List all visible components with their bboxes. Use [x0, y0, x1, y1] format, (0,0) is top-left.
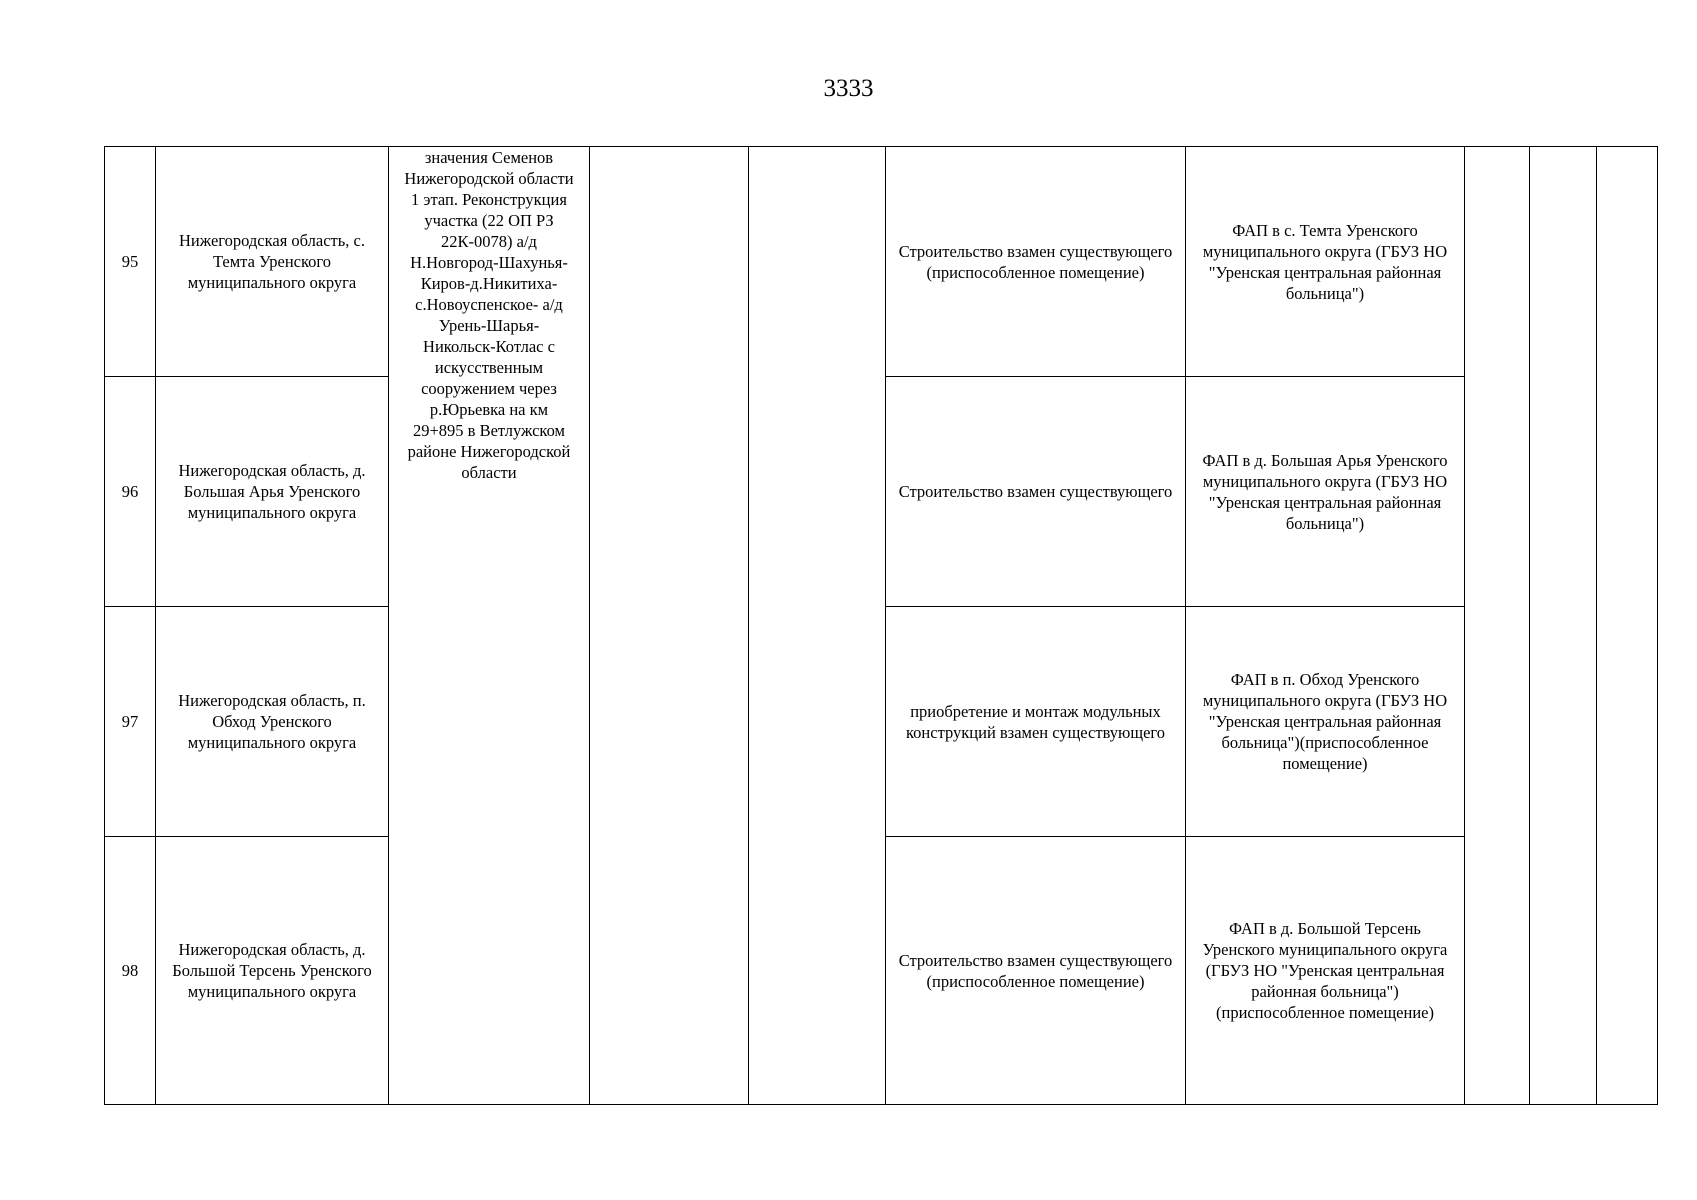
facility-cell: ФАП в д. Большой Терсень Уренского муниципального округа (ГБУЗ НО "Уренская центральная районная больница") (приспособленное помещение) — [1186, 837, 1465, 1105]
work-type-cell: Строительство взамен существующего — [886, 377, 1186, 607]
data-table — [104, 146, 1658, 1105]
empty-cell — [1530, 147, 1597, 1105]
row-number: 97 — [105, 607, 156, 837]
row-number: 95 — [105, 147, 156, 377]
location-cell: Нижегородская область, п. Обход Уренского муниципального округа — [156, 607, 389, 837]
empty-cell — [1597, 147, 1658, 1105]
road-description-cell: значения Семенов Нижегородской области 1 этап. Реконструкция участка (22 ОП РЗ 22К-0078) а/д Н.Новгород-Шахунья-Киров-д.Никитиха-с.Новоуспенское- а/д Урень-Шарья-Никольск-Котлас с искусственным сооружением через р.Юрьевка на км 29+895 в Ветлужском районе Нижегородской области — [389, 147, 590, 1105]
facility-cell: ФАП в д. Большая Арья Уренского муниципального округа (ГБУЗ НО "Уренская центральная районная больница") — [1186, 377, 1465, 607]
row-number: 96 — [105, 377, 156, 607]
location-cell: Нижегородская область, д. Большая Арья Уренского муниципального округа — [156, 377, 389, 607]
row-number: 98 — [105, 837, 156, 1105]
location-cell: Нижегородская область, с. Темта Уренского муниципального округа — [156, 147, 389, 377]
work-type-cell: Строительство взамен существующего (приспособленное помещение) — [886, 837, 1186, 1105]
empty-cell — [749, 147, 886, 1105]
empty-cell — [590, 147, 749, 1105]
page-number: 3333 — [823, 75, 874, 102]
work-type-cell: Строительство взамен существующего (приспособленное помещение) — [886, 147, 1186, 377]
facility-cell: ФАП в п. Обход Уренского муниципального округа (ГБУЗ НО "Уренская центральная районная больница")(приспособленное помещение) — [1186, 607, 1465, 837]
facility-cell: ФАП в с. Темта Уренского муниципального округа (ГБУЗ НО "Уренская центральная районная больница") — [1186, 147, 1465, 377]
location-cell: Нижегородская область, д. Большой Терсень Уренского муниципального округа — [156, 837, 389, 1105]
work-type-cell: приобретение и монтаж модульных конструкций взамен существующего — [886, 607, 1186, 837]
empty-cell — [1465, 147, 1530, 1105]
table-row — [105, 147, 1658, 377]
